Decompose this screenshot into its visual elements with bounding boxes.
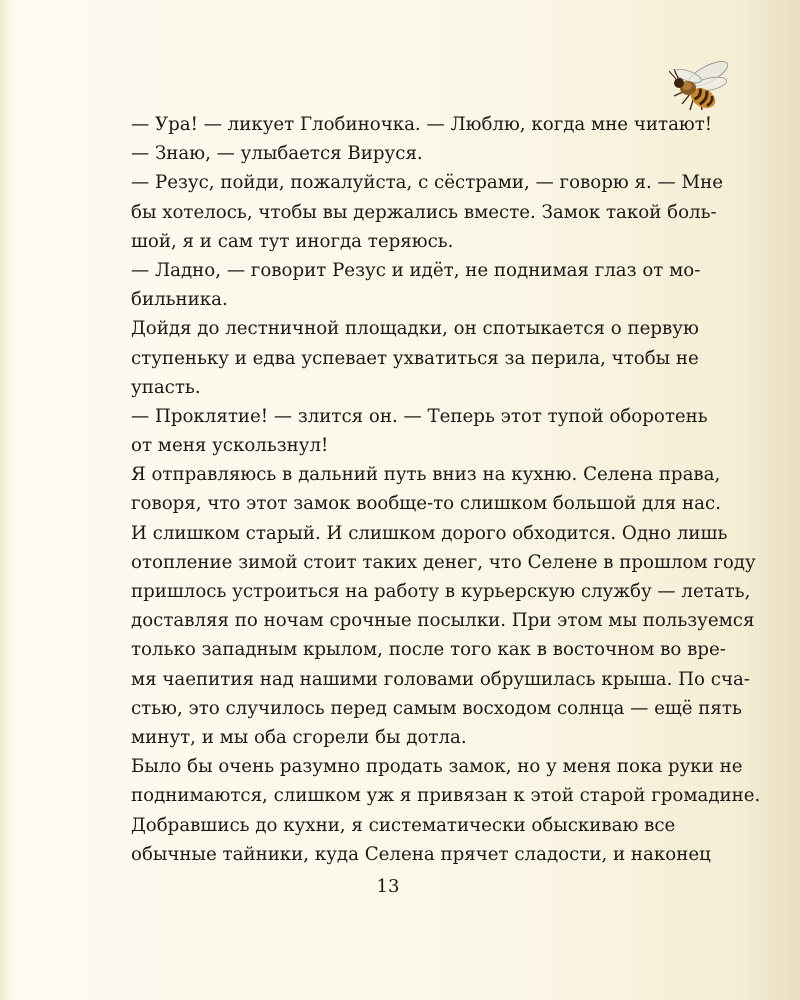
text-line: — Знаю, — улыбается Вируся. [131,143,423,165]
text-line: бильника. [131,289,228,311]
text-line: Было бы очень разумно продать замок, но у меня пока руки не [131,756,743,778]
text-line: говоря, что этот замок вообще-то слишком большой для нас. [131,493,721,515]
text-line: — Ура! — ликует Глобиночка. — Люблю, когда мне читают! [131,114,713,135]
text-line: отопление зимой стоит таких денег, что Селене в прошлом году [131,551,756,573]
text-line: стью, это случилось перед самым восходом солнца — ещё пять [131,697,742,719]
text-line: поднимаются, слишком уж я привязан к этой старой громадине. [131,785,761,807]
text-line: — Проклятие! — злится он. — Теперь этот тупой оборотень [131,405,708,427]
text-line: мя чаепития над нашими головами обрушилась крыша. По сча- [131,668,750,690]
text-line: Добравшись до кухни, я систематически обыскиваю все [131,814,676,836]
text-line: пришлось устроиться на работу в курьерскую службу — летать, [131,581,751,602]
text-line: И слишком старый. И слишком дорого обходится. Одно лишь [131,522,728,544]
text-line: доставляя по ночам срочные посылки. При этом мы пользуемся [131,610,755,632]
body-text [131,110,761,869]
text-line: шой, я и сам тут иногда теряюсь. [131,230,454,252]
text-line: Я отправляюсь в дальний путь вниз на кухню. Селена права, [131,464,721,486]
page-edge-shadow [0,0,14,1000]
page-number: 13 [376,876,400,897]
text-line: Дойдя до лестничной площадки, он спотыкается о первую [131,318,699,340]
text-line: упасть. [131,376,201,398]
text-line: — Ладно, — говорит Резус и идёт, не поднимая глаз от мо- [131,259,701,281]
text-line: минут, и мы оба сгорели бы дотла. [131,726,467,748]
text-line: от меня ускользнул! [131,435,329,457]
text-line: — Резус, пойди, пожалуйста, с сёстрами, — говорю я. — Мне [131,172,723,194]
text-line: только западным крылом, после того как в восточном во вре- [131,639,726,661]
text-line: ступеньку и едва успевает ухватиться за перила, чтобы не [131,347,699,369]
text-line: обычные тайники, куда Селена прячет сладости, и наконец [131,843,711,865]
text-line: бы хотелось, чтобы вы держались вместе. Замок такой боль- [131,201,717,223]
